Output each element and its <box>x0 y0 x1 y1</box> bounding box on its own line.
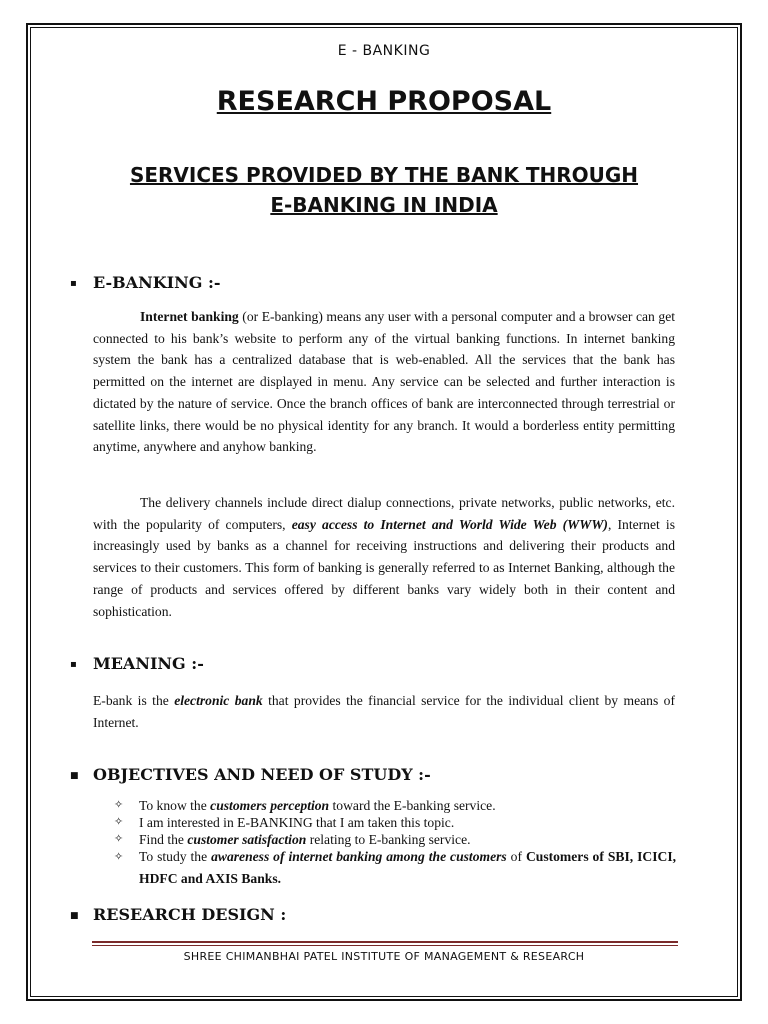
item-text: I am interested in E-BANKING that I am taken this topic. <box>139 815 455 830</box>
paragraph-text: , Internet is increasingly used by banks as a channel for receiving instructions and delivering their products and services to their customers. This form of banking is generally referred to as Internet Banking, although the range of products and services offered by different banks vary widely both in their content and sophistication. <box>93 516 675 619</box>
diamond-bullet-icon: ✧ <box>114 851 124 863</box>
paragraph-text: that provides the financial service for the individual client by means of Internet. <box>93 693 675 730</box>
section-heading-objectives <box>70 765 431 784</box>
bullet-icon: ▪ <box>70 659 77 670</box>
section-heading-text: OBJECTIVES AND NEED OF STUDY :- <box>93 765 431 784</box>
footer-rule-thick <box>92 941 678 943</box>
list-item <box>114 846 676 890</box>
paragraph-ebanking-1 <box>93 306 675 458</box>
item-text: of <box>506 849 526 864</box>
item-text: To know the <box>139 798 211 813</box>
emphasis-text: awareness of internet banking among the customers <box>211 849 507 864</box>
footer-rule-thin <box>92 945 678 946</box>
bullet-icon: ■ <box>70 771 79 781</box>
list-item <box>114 814 676 831</box>
section-heading-meaning <box>70 654 204 673</box>
emphasis-text: electronic bank <box>174 693 263 708</box>
diamond-bullet-icon: ✧ <box>114 816 124 828</box>
bullet-icon: ▪ <box>70 278 77 289</box>
running-footer: SHREE CHIMANBHAI PATEL INSTITUTE OF MANAGEMENT & RESEARCH <box>183 950 585 963</box>
document-title: RESEARCH PROPOSAL <box>216 86 552 117</box>
emphasis-text: easy access to Internet and World Wide Web (WWW) <box>291 516 608 532</box>
paragraph-ebanking-2 <box>93 492 675 622</box>
subtitle-line-2: E-BANKING IN INDIA <box>270 193 498 217</box>
objectives-list <box>114 797 676 890</box>
emphasis-text: customer satisfaction <box>187 832 307 847</box>
running-header: E - BANKING <box>337 43 431 59</box>
document-subtitle <box>60 160 708 220</box>
bold-text: Customers of SBI, ICICI, HDFC and AXIS Banks. <box>139 849 677 886</box>
list-item <box>114 797 676 814</box>
item-text: To study the <box>139 849 212 864</box>
diamond-bullet-icon: ✧ <box>114 833 124 845</box>
paragraph-text: (or E-banking) means any user with a personal computer and a browser can get connected to his bank’s website to perform any of the virtual banking functions. In internet banking system the bank has a centralized database that is web-enabled. All the services that the bank has permitted on the internet are displayed in menu. Any service can be selected and further interaction is dictated by the nature of service. Once the branch offices of bank are interconnected through terrestrial or satellite links, there would be no physical identity for any branch. It would a borderless entity permitting anytime, anywhere and anyhow banking. <box>93 309 675 455</box>
section-heading-text: RESEARCH DESIGN : <box>93 905 287 924</box>
paragraph-text: E-bank is the <box>93 693 175 708</box>
section-heading-text: E-BANKING :- <box>93 273 221 292</box>
diamond-bullet-icon: ✧ <box>114 799 124 811</box>
bullet-icon: ■ <box>70 911 79 921</box>
section-heading-research-design <box>70 905 286 924</box>
emphasis-text: customers perception <box>210 798 330 813</box>
section-heading-ebanking <box>70 273 221 292</box>
paragraph-text: The delivery channels include direct dialup connections, private networks, public networks, etc. with the popularity of computers, <box>93 495 675 532</box>
section-heading-text: MEANING :- <box>93 654 204 673</box>
item-text: Find the <box>139 832 188 847</box>
bold-lead: Internet banking <box>140 309 239 324</box>
paragraph-meaning <box>93 690 675 733</box>
subtitle-line-1: SERVICES PROVIDED BY THE BANK THROUGH <box>129 163 639 187</box>
item-text: relating to E-banking service. <box>306 832 471 847</box>
item-text: toward the E-banking service. <box>329 798 496 813</box>
